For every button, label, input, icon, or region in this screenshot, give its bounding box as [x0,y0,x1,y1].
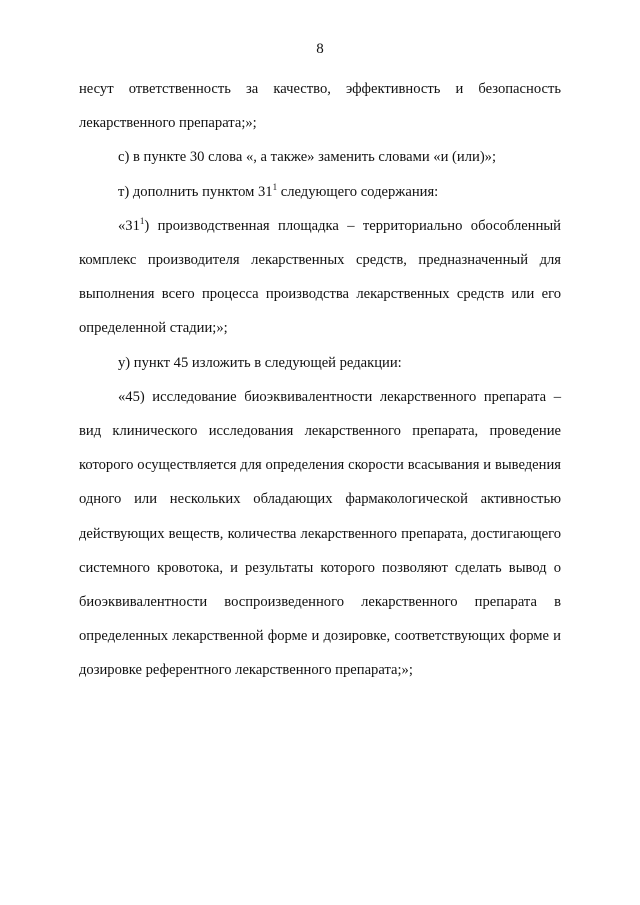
page-number: 8 [316,41,324,57]
paragraph-text: «31 [118,217,140,234]
paragraph-definition-31-1 [79,209,561,346]
paragraph-item-u [79,346,561,380]
paragraph-item-c [79,140,561,174]
paragraph-definition-45 [79,380,561,688]
paragraph-text: у) пункт 45 изложить в следующей редакции: [118,354,402,371]
paragraph-continuation [79,72,561,140]
superscript: 1 [139,215,145,226]
superscript: 1 [272,181,278,192]
paragraph-text: следующего содержания: [277,183,439,200]
paragraph-text: «45) исследование биоэквивалентности лекарственного препарата – вид клинического исследования лекарственного препарата, проведение которого осуществляется для определения скорости всасывания и выведения одного или нескольких обладающих фармакологической активностью действующих веществ, количества лекарственного препарата, достигающего системного кровотока, и результаты которого позволяют сделать вывод о биоэквивалентности воспроизведенного лекарственного препарата в определенных лекарственной форме и дозировке, соответствующих форме и дозировке референтного лекарственного препарата;»; [79,388,561,679]
paragraph-text: т) дополнить пунктом 31 [118,183,273,200]
paragraph-text: ) производственная площадка – территориально обособленный комплекс производителя лекарственных средств, предназначенный для выполнения всего процесса производства лекарственных средств или его определенной стадии;»; [79,217,561,337]
paragraph-text: несут ответственность за качество, эффективность и безопасность лекарственного препарата;»; [79,81,561,132]
paragraph-text: с) в пункте 30 слова «, а также» заменить словами «и (или)»; [118,149,497,166]
document-body [79,72,561,688]
paragraph-item-t [79,175,561,209]
